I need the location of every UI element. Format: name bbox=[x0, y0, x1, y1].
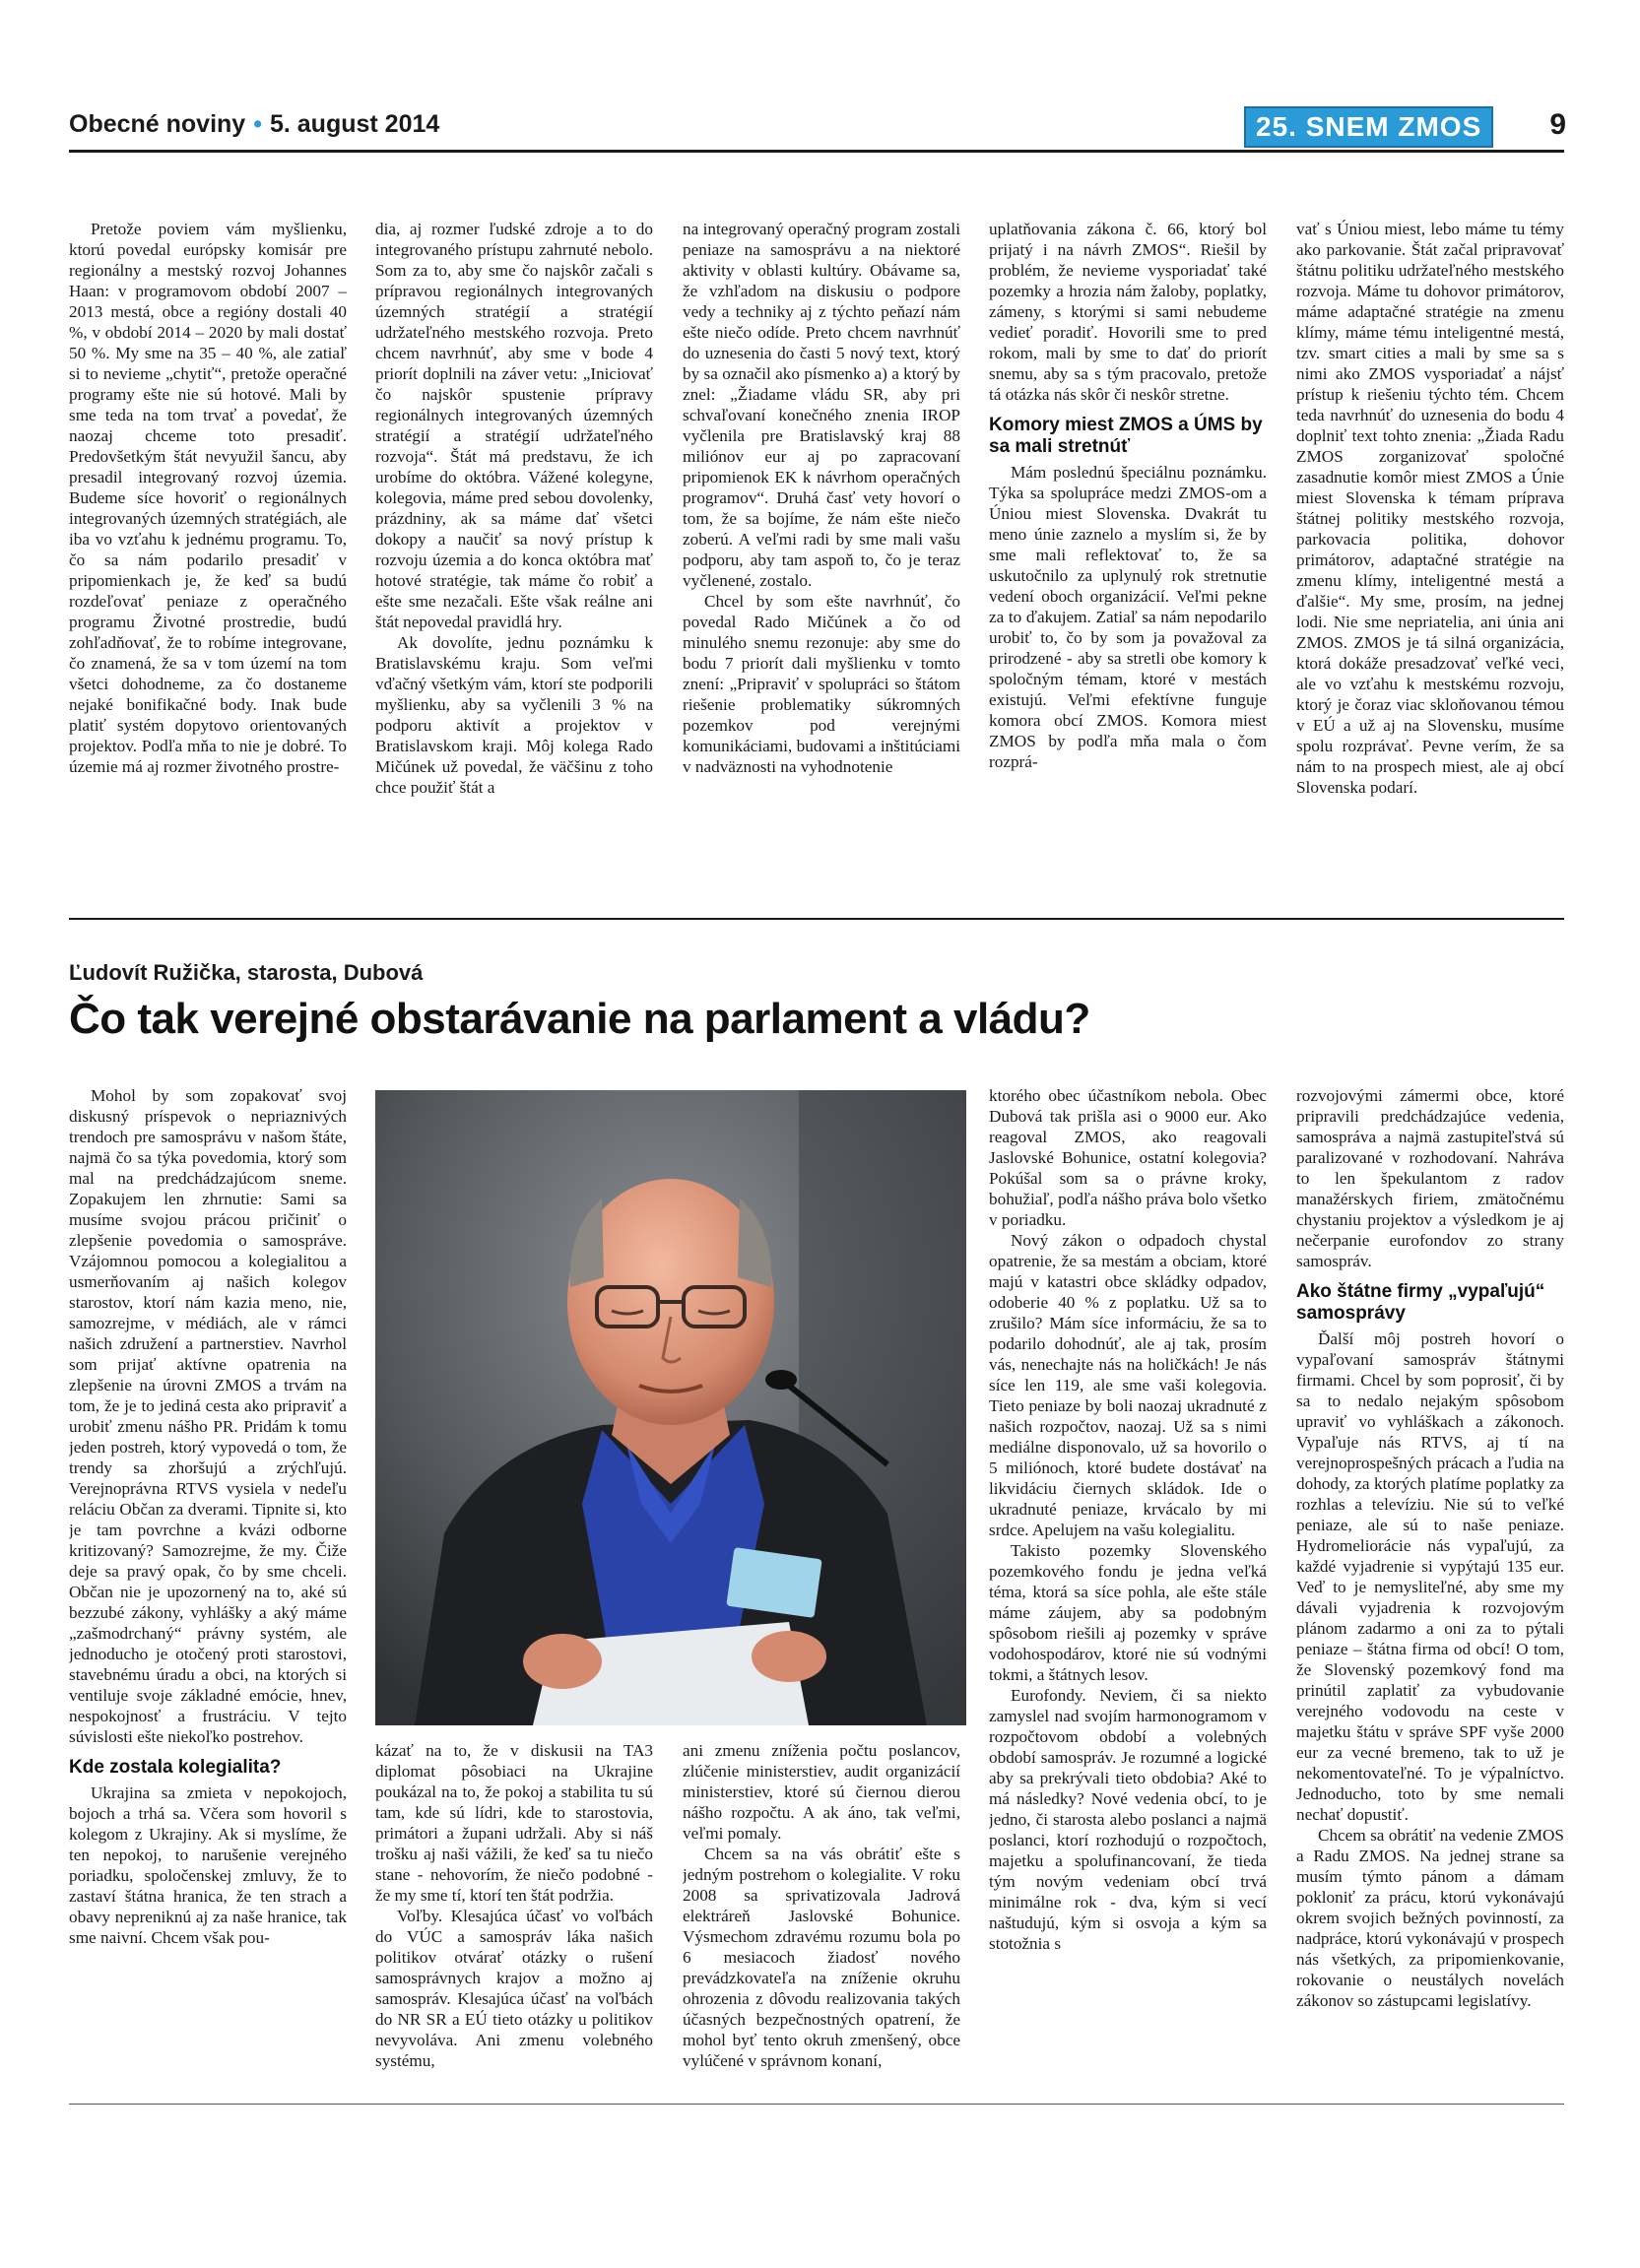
paragraph: Chcem sa na vás obrátiť ešte s jedným postrehom o kolegialite. V roku 2008 sa sprivatizovala Jadrová elektráreň Jaslovské Bohunice. Výsmechom zdravému rozumu bola po 6 mesiacoch žiadosť nového prevádzkovateľa na zníženie okruhu ohrozenia z dôvodu realizovania takých účasných bezpečnostných opatrení, že mohol byť tento okruh zmenšený, obce vylúčené v správnom konaní, bbox=[683, 1845, 960, 2070]
page-number: 9 bbox=[1549, 108, 1566, 141]
paragraph: Eurofondy. Neviem, či sa niekto zamyslel nad svojím harmonogramom v rozpočtovom období a volebných období samospráv. Je rozumné a logické aby sa prekrývali tieto obdobia? Aké to má následky? Nové vedenia obcí, to je jedno, či starosta alebo poslanci a najmä poslanci, ktorí rozhodujú o rozpočtoch, majetku a spolufinancovaní, že tieda tým novým vedeniam obcí trvá minimálne rok - dva, kým si vecí naštudujú, kým si osvoja a kým sa stotožnia s bbox=[989, 1686, 1267, 1953]
bottom-article-column-2 bbox=[375, 1740, 653, 2096]
section-divider bbox=[69, 918, 1564, 920]
top-article-column-4 bbox=[989, 219, 1267, 898]
paragraph: Pretože poviem vám myšlienku, ktorú povedal európsky komisár pre regionálny a mestský rozvoj Johannes Haan: v programovom období 2007 – 2013 mestá, obce a regióny dostali 40 %, v období 2014 – 2020 by mali dostať 50 %. My sme na 35 – 40 %, ale zatiaľ si to nevieme „chytiť“, pretože operačné programy ešte nie sú hotové. Mali by sme teda na tom trvať a povedať, že naozaj chceme toto presadiť. Predovšetkým štát nevyužil šancu, aby presadil integrovaný rozvoj územia. Budeme síce hovoriť o regionálnych integrovaných územných stratégiách, ale iba vo vzťahu k jednému programu. To, čo sa nám podarilo presadiť v pripomienkach je, že keď sa budú rozdeľovať peniaze z operačného programu Životné prostredie, budú zohľadňovať, že to robíme integrovane, čo znamená, že sa v tom území na tom všetci dohodneme, za čo dostaneme nejaké bonifikačné body. Inak bude platiť systém dopytovo orientovaných projektov. Podľa mňa to nie je dobré. To územie má aj rozmer životného prostre- bbox=[69, 220, 347, 776]
paragraph: dia, aj rozmer ľudské zdroje a to do integrovaného prístupu zahrnuté nebolo. Som za to, aby sme čo najskôr začali s prípravou regionálnych integrovaných územných stratégií a stratégií udržateľného mestského rozvoja. Preto chcem navrhnúť, aby sme v bode 4 priorít doplnili na záver vetu: „Iniciovať čo najskôr spustenie prípravy regionálnych integrovaných územných stratégií a stratégií udržateľného rozvoja“. Štát má predstavu, že ich urobíme do októbra. Vážené kolegyne, kolegovia, máme pred sebou dovolenky, prázdniny, ak sa máme dať všetci dokopy a naučiť sa nový prístup k rozvoju územia a do konca októbra mať hotové stratégie, tak máme čo robiť a ešte sme nezačali. Ešte však reálne ani štát nepovedal pravidlá hry. bbox=[375, 220, 653, 631]
section-badge: 25. SNEM ZMOS bbox=[1244, 106, 1493, 148]
speaker-photo bbox=[375, 1090, 966, 1725]
paragraph: Ak dovolíte, jednu poznámku k Bratislavskému kraju. Som veľmi vďačný všetkým vám, ktorí ste podporili myšlienku, aby sa vyčlenili 3 % na podporu aktivít a projektov v Bratislavskom kraji. Môj kolega Rado Mičúnek už povedal, že väčšinu z toho chce použiť štát a bbox=[375, 633, 653, 797]
paragraph: kázať na to, že v diskusii na TA3 diplomat pôsobiaci na Ukrajine poukázal na to, že pokoj a stabilita tu sú tam, kde sú lídri, kde to starostovia, primátori a župani udržali. Aby si náš trošku aj naši vážili, že keď sa tu niečo stane - nehovorím, že niečo podobné - že my sme tí, ktorí ten štát podržia. bbox=[375, 1741, 653, 1905]
paragraph: vať s Úniou miest, lebo máme tu témy ako parkovanie. Štát začal pripravovať štátnu politiku udržateľného mestského rozvoja. Máme tu dohovor primátorov, máme adaptačné stratégie na zmenu klímy, máme tému inteligentné mestá, tzv. smart cities a mali by sme sa s nimi ako ZMOS vysporiadať a nájsť prístup k riešeniu týchto tém. Chcem teda navrhnúť do uznesenia do bodu 4 doplniť text tohto znenia: „Žiada Radu ZMOS zorganizovať spoločné zasadnutie komôr miest ZMOS a Únie miest Slovenska k témam príprava štátnej politiky mestského rozvoja, parkovacia politika, dohovor primátorov, adaptačné stratégie na zmenu klímy, inteligentné mestá a ďalšie“. My sme, prosím, na jednej lodi. Nie sme nepriatelia, ani únia ani ZMOS. ZMOS je tá silná organizácia, ktorá dokáže presadzovať veľké veci, ale vo vzťahu k mestskému rozvoju, ktorý je čoraz viac skloňovanou témou v EÚ a už aj na Slovensku, musíme spolu rozprávať. Pevne verím, že sa nám to na prospech miest, ale aj obcí Slovenska podarí. bbox=[1296, 220, 1564, 797]
footer-rule bbox=[69, 2104, 1564, 2105]
paragraph: Ďalší môj postreh hovorí o vypaľovaní samospráv štátnymi firmami. Chcel by som poprosiť, či by sa to nedalo nejakým spôsobom upraviť vo vyhláškach a zákonoch. Vypaľuje nás RTVS, aj tí na verejnoprospešných prácach a ľudia na dohody, za ktorých platíme poplatky za rozhlas a televíziu. Nie sú to veľké peniaze, ale sú to naše peniaze. Hydromeliorácie nás vypaľujú, za každé vyjadrenie si vypýtajú 135 eur. Veď to je nemysliteľné, aby sme my dávali vyjadrenia k rozvojovým plánom zadarmo a oni za to pýtali peniaze – štátna firma od obcí! O tom, že Slovenský pozemkový fond ma prinútil zaplatiť za vybudovanie verejného vodovodu na ceste v majetku štátu v správe SPF vyše 2000 eur za vecné bremeno, tak to už je nekomentovateľné. To je výpalníctvo. Jednoducho, toto by sme nemali nechať dopustiť. bbox=[1296, 1329, 1564, 1824]
publication-name: Obecné noviny bbox=[69, 110, 246, 138]
top-article-column-2 bbox=[375, 219, 653, 898]
paragraph: rozvojovými zámermi obce, ktoré pripravili predchádzajúce vedenia, samospráva a najmä zastupiteľstvá sú paralizované v rozhodovaní. Nahráva to len špekulantom z radov manažérskych firiem, zmätočnému chystaniu projektov a výsledkom je aj nečerpanie eurofondov zo strany samospráv. bbox=[1296, 1086, 1564, 1270]
paragraph: ktorého obec účastníkom nebola. Obec Dubová tak prišla asi o 9000 eur. Ako reagoval ZMOS, ako reagovali Jaslovské Bohunice, ostatní kolegovia? Pokúšal som sa o právne kroky, bohužiaľ, podľa nášho práva bolo všetko v poriadku. bbox=[989, 1086, 1267, 1229]
top-article-column-1 bbox=[69, 219, 347, 898]
subheading: Kde zostala kolegialita? bbox=[69, 1757, 282, 1778]
paragraph: Ukrajina sa zmieta v nepokojoch, bojoch a trhá sa. Včera som hovoril s kolegom z Ukrajiny. Ak si myslíme, že ten nepokoj, to narušenie verejného poriadku, spoločenskej zmluvy, že to zastaví štátna hranica, že ten strach a obavy nepreniknú aj za naše hranice, tak sme naivní. Chcem však pou- bbox=[69, 1783, 347, 1947]
paragraph: Chcem sa obrátiť na vedenie ZMOS a Radu ZMOS. Na jednej strane sa musím týmto pánom a dámam pokloniť za prácu, ktorú vykonávajú okrem svojich bežných povinností, za nadpráce, ktorú vykonávajú v prospech nás všetkých, za pripomienkovanie, rokovanie o neustálych novelách zákonov so zástupcami legislatívy. bbox=[1296, 1826, 1564, 2010]
speaker-photo-illustration bbox=[375, 1090, 966, 1725]
top-article-column-3 bbox=[683, 219, 960, 898]
paragraph: Voľby. Klesajúca účasť vo voľbách do VÚC a samospráv láka našich politikov otvárať otázky o rušení samosprávnych krajov a možno aj samospráv. Klesajúca účasť na voľbách do NR SR a EÚ tieto otázky u politikov nevyvoláva. Ani zmenu volebného systému, bbox=[375, 1907, 653, 2070]
paragraph: Nový zákon o odpadoch chystal opatrenie, že sa mestám a obciam, ktoré majú v katastri obce skládky odpadov, odoberie 40 % z poplatku. Už sa to zrušilo? Mám síce informáciu, že sa to podarilo dohodnúť, ale aj tak, prosím vás, nenechajte nás na holičkách! Je nás síce len 119, ale sme vaši kolegovia. Tieto peniaze by boli naozaj ukradnuté z našich rozpočtov, naozaj. Už sa s nimi mediálne disponovalo, už sa hovorilo o 5 miliónoch, ktoré budete dostávať na likvidáciu čiernych skládok. Ide o ukradnuté peniaze, krvácalo by mi srdce. Apelujem na vašu kolegialitu. bbox=[989, 1231, 1267, 1539]
paragraph: Mám poslednú špeciálnu poznámku. Týka sa spolupráce medzi ZMOS-om a Úniou miest Slovenska. Dvakrát tu meno únie zaznelo a myslím si, že by sme mali reflektovať to, že sa uskutočnilo za uplynulý rok stretnutie vedení oboch organizácií. Veľmi pekne za to ďakujem. Zatiaľ sa nám nepodarilo urobiť to, čo by som ja považoval za prirodzené - aby sa stretli obe komory k spoločným témam, ktoré v mestách existujú. Veľmi efektívne funguje komora obcí ZMOS. Komora miest ZMOS by podľa mňa mala o čom rozprá- bbox=[989, 463, 1267, 771]
paragraph: uplatňovania zákona č. 66, ktorý bol prijatý i na návrh ZMOS“. Riešil by problém, že nevieme vysporiadať také pozemky a hrozia nám žaloby, poplatky, zámeny, s ktorými si sami nebudeme vedieť poradiť. Hovorili sme to pred rokom, mali by sme to dať do priorít snemu, aby sa s tým pracovalo, pretože tá otázka nás skôr či neskôr stretne. bbox=[989, 220, 1267, 404]
bottom-article-column-5 bbox=[1296, 1085, 1564, 2096]
subheading: Ako štátne firmy „vypaľujú“ samosprávy bbox=[1296, 1281, 1545, 1324]
header-rule bbox=[69, 150, 1564, 153]
masthead bbox=[69, 106, 1566, 150]
bottom-article-column-4 bbox=[989, 1085, 1267, 2096]
separator-dot-icon: • bbox=[253, 110, 262, 138]
paragraph: Takisto pozemky Slovenského pozemkového fondu je jedna veľká téma, ktorá sa síce pohla, ale ešte stále máme záujem, aby sa podobným spôsobom riešili aj pozemky v správe vodohospodárov, ktoré nie sú vodnými tokmi, a štátnych lesov. bbox=[989, 1541, 1267, 1684]
publication-date: 5. august 2014 bbox=[269, 110, 440, 138]
paragraph: na integrovaný operačný program zostali peniaze na samosprávu a na niektoré aktivity v oblasti kultúry. Obávame sa, že vzhľadom na diskusiu o podpore vedy a techniky aj z týchto peňazí nám ešte niečo odíde. Preto chcem navrhnúť do uznesenia do časti 5 nový text, ktorý by sa označil ako písmenko a) a ktorý by znel: „Žiadame vládu SR, aby pri schvaľovaní konečného znenia IROP vyčlenila pre Bratislavský kraj 88 miliónov eur aj po zapracovaní pripomienok EK k návrhom operačných programov“. Druhá časť vety hovorí o tom, že sa bojíme, že nám ešte niečo zoberú. A veľmi radi by sme mali vašu podporu, aby tam aspoň to, čo je teraz vyčlenené, zostalo. bbox=[683, 220, 960, 590]
paragraph: ani zmenu zníženia počtu poslancov, zlúčenie ministerstiev, audit organizácií ministerstiev, ktoré sú čiernou dierou nášho rozpočtu. A ak áno, tak veľmi, veľmi pomaly. bbox=[683, 1741, 960, 1843]
subheading: Komory miest ZMOS a ÚMS by sa mali stretnúť bbox=[989, 415, 1263, 457]
paragraph: Chcel by som ešte navrhnúť, čo povedal Rado Mičúnek a čo od minulého snemu rezonuje: aby sme do bodu 7 priorít dali myšlienku v tomto znení: „Pripraviť v spolupráci so štátom riešenie problematiky súkromných pozemkov pod verejnými komunikáciami, budovami a inštitúciami v nadväznosti na vyhodnotenie bbox=[683, 592, 960, 776]
article-headline: Čo tak verejné obstarávanie na parlament a vládu? bbox=[69, 995, 1090, 1043]
bottom-article-column-1 bbox=[69, 1085, 347, 2096]
top-article-column-5 bbox=[1296, 219, 1564, 898]
paragraph: Mohol by som zopakovať svoj diskusný príspevok o nepriaznivých trendoch pre samosprávu v našom štáte, najmä čo sa týka povedomia, ktorý som mal na predchádzajúcom sneme. Zopakujem len zhrnutie: Sami sa musíme svojou prácou pričiniť o zlepšenie povedomia o samospráve. Vzájomnou pomocou a kolegialitou a usmerňovaním aj našich kolegov starostov, ktorí nám kazia meno, nie, samozrejme, v médiách, ale v rámci našich združení a partnerstiev. Navrhol som prijať aktívne opatrenia na zlepšenie na úrovni ZMOS a trvám na tom, že je to jediná cesta ako pripraviť a urobiť zmenu nášho PR. Pridám k tomu jeden postreh, ktorý vypovedá o tom, že trendy sa zhoršujú a zrýchľujú. Verejnoprávna RTVS vysiela v nedeľu reláciu Občan za dverami. Tipnite si, kto je tam povrchne a kvázi odborne kritizovaný? Samozrejme, že my. Čiže deje sa pravý opak, čo by sme chceli. Občan nie je upozornený na to, aké sú bezzubé zákony, vyhlášky a aký máme „zašmodrchaný“ právny systém, ale jednoducho je otočený proti starostovi, stavebnému úradu a obci, na ktorých si ventiluje svoje základné emócie, hnev, nespokojnosť a frustráciu. V tejto súvislosti ešte niekoľko postrehov. bbox=[69, 1086, 347, 1746]
article-byline: Ľudovít Ružička, starosta, Dubová bbox=[69, 960, 424, 985]
bottom-article-column-3 bbox=[683, 1740, 960, 2096]
masthead-publication bbox=[69, 110, 439, 139]
